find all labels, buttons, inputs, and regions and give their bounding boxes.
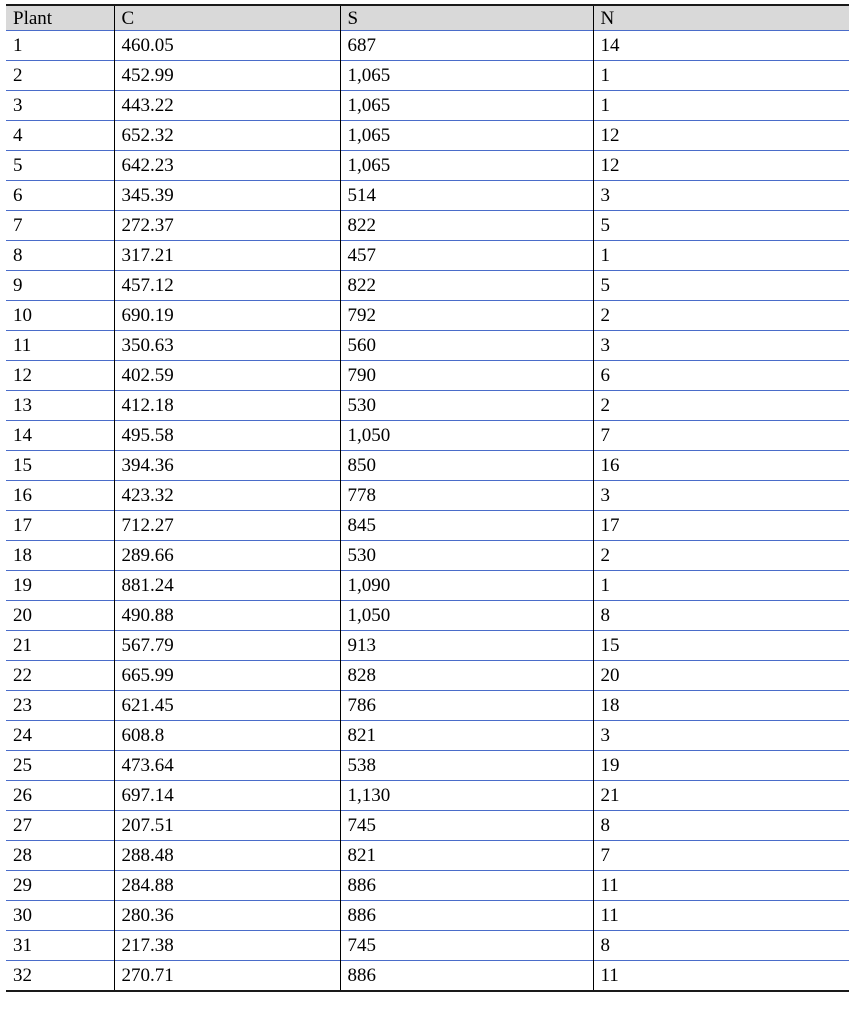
n-cell: 1 xyxy=(593,91,849,121)
plant-cell: 25 xyxy=(6,751,114,781)
s-cell: 745 xyxy=(340,811,593,841)
n-cell: 20 xyxy=(593,661,849,691)
n-cell: 7 xyxy=(593,841,849,871)
s-cell: 828 xyxy=(340,661,593,691)
c-cell: 608.8 xyxy=(114,721,340,751)
c-cell: 402.59 xyxy=(114,361,340,391)
table-row xyxy=(6,931,849,961)
table-row xyxy=(6,181,849,211)
plant-cell: 9 xyxy=(6,271,114,301)
s-cell: 821 xyxy=(340,841,593,871)
c-cell: 712.27 xyxy=(114,511,340,541)
plant-cell: 8 xyxy=(6,241,114,271)
c-cell: 567.79 xyxy=(114,631,340,661)
c-cell: 697.14 xyxy=(114,781,340,811)
plant-cell: 7 xyxy=(6,211,114,241)
c-cell: 665.99 xyxy=(114,661,340,691)
plant-cell: 19 xyxy=(6,571,114,601)
n-cell: 11 xyxy=(593,901,849,931)
c-cell: 270.71 xyxy=(114,961,340,992)
table-row xyxy=(6,271,849,301)
n-cell: 3 xyxy=(593,721,849,751)
n-cell: 8 xyxy=(593,811,849,841)
s-cell: 745 xyxy=(340,931,593,961)
n-cell: 1 xyxy=(593,571,849,601)
n-cell: 6 xyxy=(593,361,849,391)
plant-cell: 10 xyxy=(6,301,114,331)
s-cell: 778 xyxy=(340,481,593,511)
plant-cell: 26 xyxy=(6,781,114,811)
plant-cell: 14 xyxy=(6,421,114,451)
s-cell: 1,065 xyxy=(340,61,593,91)
plant-cell: 16 xyxy=(6,481,114,511)
c-cell: 412.18 xyxy=(114,391,340,421)
s-cell: 1,065 xyxy=(340,151,593,181)
s-cell: 530 xyxy=(340,541,593,571)
header-plant: Plant xyxy=(6,5,114,31)
table-row xyxy=(6,691,849,721)
c-cell: 280.36 xyxy=(114,901,340,931)
table-row xyxy=(6,481,849,511)
plant-cell: 18 xyxy=(6,541,114,571)
n-cell: 17 xyxy=(593,511,849,541)
c-cell: 642.23 xyxy=(114,151,340,181)
s-cell: 850 xyxy=(340,451,593,481)
plant-cell: 30 xyxy=(6,901,114,931)
table-row xyxy=(6,601,849,631)
n-cell: 2 xyxy=(593,301,849,331)
table-row xyxy=(6,781,849,811)
table-row xyxy=(6,151,849,181)
c-cell: 621.45 xyxy=(114,691,340,721)
n-cell: 18 xyxy=(593,691,849,721)
header-row xyxy=(6,5,849,31)
c-cell: 317.21 xyxy=(114,241,340,271)
s-cell: 790 xyxy=(340,361,593,391)
data-table-container xyxy=(6,4,849,992)
c-cell: 457.12 xyxy=(114,271,340,301)
table-row xyxy=(6,31,849,61)
table-row xyxy=(6,301,849,331)
c-cell: 272.37 xyxy=(114,211,340,241)
s-cell: 530 xyxy=(340,391,593,421)
table-row xyxy=(6,901,849,931)
table-row xyxy=(6,541,849,571)
s-cell: 913 xyxy=(340,631,593,661)
c-cell: 289.66 xyxy=(114,541,340,571)
plant-cell: 24 xyxy=(6,721,114,751)
n-cell: 1 xyxy=(593,61,849,91)
plant-cell: 29 xyxy=(6,871,114,901)
s-cell: 514 xyxy=(340,181,593,211)
n-cell: 5 xyxy=(593,211,849,241)
s-cell: 821 xyxy=(340,721,593,751)
plant-cell: 15 xyxy=(6,451,114,481)
c-cell: 394.36 xyxy=(114,451,340,481)
plant-data-table xyxy=(6,4,849,992)
s-cell: 1,065 xyxy=(340,121,593,151)
c-cell: 881.24 xyxy=(114,571,340,601)
table-row xyxy=(6,331,849,361)
n-cell: 5 xyxy=(593,271,849,301)
plant-cell: 6 xyxy=(6,181,114,211)
n-cell: 12 xyxy=(593,121,849,151)
s-cell: 886 xyxy=(340,871,593,901)
s-cell: 792 xyxy=(340,301,593,331)
table-row xyxy=(6,391,849,421)
c-cell: 345.39 xyxy=(114,181,340,211)
table-row xyxy=(6,661,849,691)
table-row xyxy=(6,811,849,841)
plant-cell: 28 xyxy=(6,841,114,871)
plant-cell: 23 xyxy=(6,691,114,721)
s-cell: 822 xyxy=(340,271,593,301)
table-row xyxy=(6,721,849,751)
s-cell: 1,050 xyxy=(340,421,593,451)
n-cell: 19 xyxy=(593,751,849,781)
n-cell: 8 xyxy=(593,931,849,961)
n-cell: 14 xyxy=(593,31,849,61)
s-cell: 457 xyxy=(340,241,593,271)
table-row xyxy=(6,61,849,91)
n-cell: 8 xyxy=(593,601,849,631)
plant-cell: 2 xyxy=(6,61,114,91)
header-c: C xyxy=(114,5,340,31)
table-row xyxy=(6,241,849,271)
table-row xyxy=(6,631,849,661)
table-row xyxy=(6,511,849,541)
c-cell: 443.22 xyxy=(114,91,340,121)
table-row xyxy=(6,751,849,781)
n-cell: 11 xyxy=(593,871,849,901)
table-row xyxy=(6,121,849,151)
c-cell: 473.64 xyxy=(114,751,340,781)
n-cell: 1 xyxy=(593,241,849,271)
table-row xyxy=(6,361,849,391)
s-cell: 1,130 xyxy=(340,781,593,811)
s-cell: 886 xyxy=(340,901,593,931)
plant-cell: 20 xyxy=(6,601,114,631)
header-s: S xyxy=(340,5,593,31)
plant-cell: 5 xyxy=(6,151,114,181)
table-row xyxy=(6,571,849,601)
c-cell: 423.32 xyxy=(114,481,340,511)
n-cell: 2 xyxy=(593,541,849,571)
c-cell: 288.48 xyxy=(114,841,340,871)
c-cell: 350.63 xyxy=(114,331,340,361)
s-cell: 786 xyxy=(340,691,593,721)
c-cell: 207.51 xyxy=(114,811,340,841)
c-cell: 452.99 xyxy=(114,61,340,91)
header-n: N xyxy=(593,5,849,31)
c-cell: 460.05 xyxy=(114,31,340,61)
c-cell: 490.88 xyxy=(114,601,340,631)
s-cell: 1,065 xyxy=(340,91,593,121)
n-cell: 11 xyxy=(593,961,849,992)
s-cell: 886 xyxy=(340,961,593,992)
plant-cell: 11 xyxy=(6,331,114,361)
n-cell: 12 xyxy=(593,151,849,181)
n-cell: 15 xyxy=(593,631,849,661)
plant-cell: 17 xyxy=(6,511,114,541)
table-row xyxy=(6,211,849,241)
s-cell: 1,090 xyxy=(340,571,593,601)
s-cell: 538 xyxy=(340,751,593,781)
c-cell: 284.88 xyxy=(114,871,340,901)
s-cell: 845 xyxy=(340,511,593,541)
table-row xyxy=(6,421,849,451)
table-header xyxy=(6,5,849,31)
plant-cell: 27 xyxy=(6,811,114,841)
table-row xyxy=(6,961,849,992)
n-cell: 21 xyxy=(593,781,849,811)
plant-cell: 22 xyxy=(6,661,114,691)
s-cell: 1,050 xyxy=(340,601,593,631)
n-cell: 7 xyxy=(593,421,849,451)
table-row xyxy=(6,841,849,871)
c-cell: 495.58 xyxy=(114,421,340,451)
plant-cell: 32 xyxy=(6,961,114,992)
c-cell: 690.19 xyxy=(114,301,340,331)
table-row xyxy=(6,91,849,121)
c-cell: 217.38 xyxy=(114,931,340,961)
plant-cell: 12 xyxy=(6,361,114,391)
n-cell: 3 xyxy=(593,331,849,361)
s-cell: 560 xyxy=(340,331,593,361)
c-cell: 652.32 xyxy=(114,121,340,151)
plant-cell: 3 xyxy=(6,91,114,121)
table-body xyxy=(6,31,849,992)
s-cell: 822 xyxy=(340,211,593,241)
table-row xyxy=(6,871,849,901)
plant-cell: 1 xyxy=(6,31,114,61)
plant-cell: 4 xyxy=(6,121,114,151)
n-cell: 3 xyxy=(593,481,849,511)
n-cell: 2 xyxy=(593,391,849,421)
s-cell: 687 xyxy=(340,31,593,61)
plant-cell: 31 xyxy=(6,931,114,961)
n-cell: 16 xyxy=(593,451,849,481)
plant-cell: 21 xyxy=(6,631,114,661)
n-cell: 3 xyxy=(593,181,849,211)
plant-cell: 13 xyxy=(6,391,114,421)
table-row xyxy=(6,451,849,481)
